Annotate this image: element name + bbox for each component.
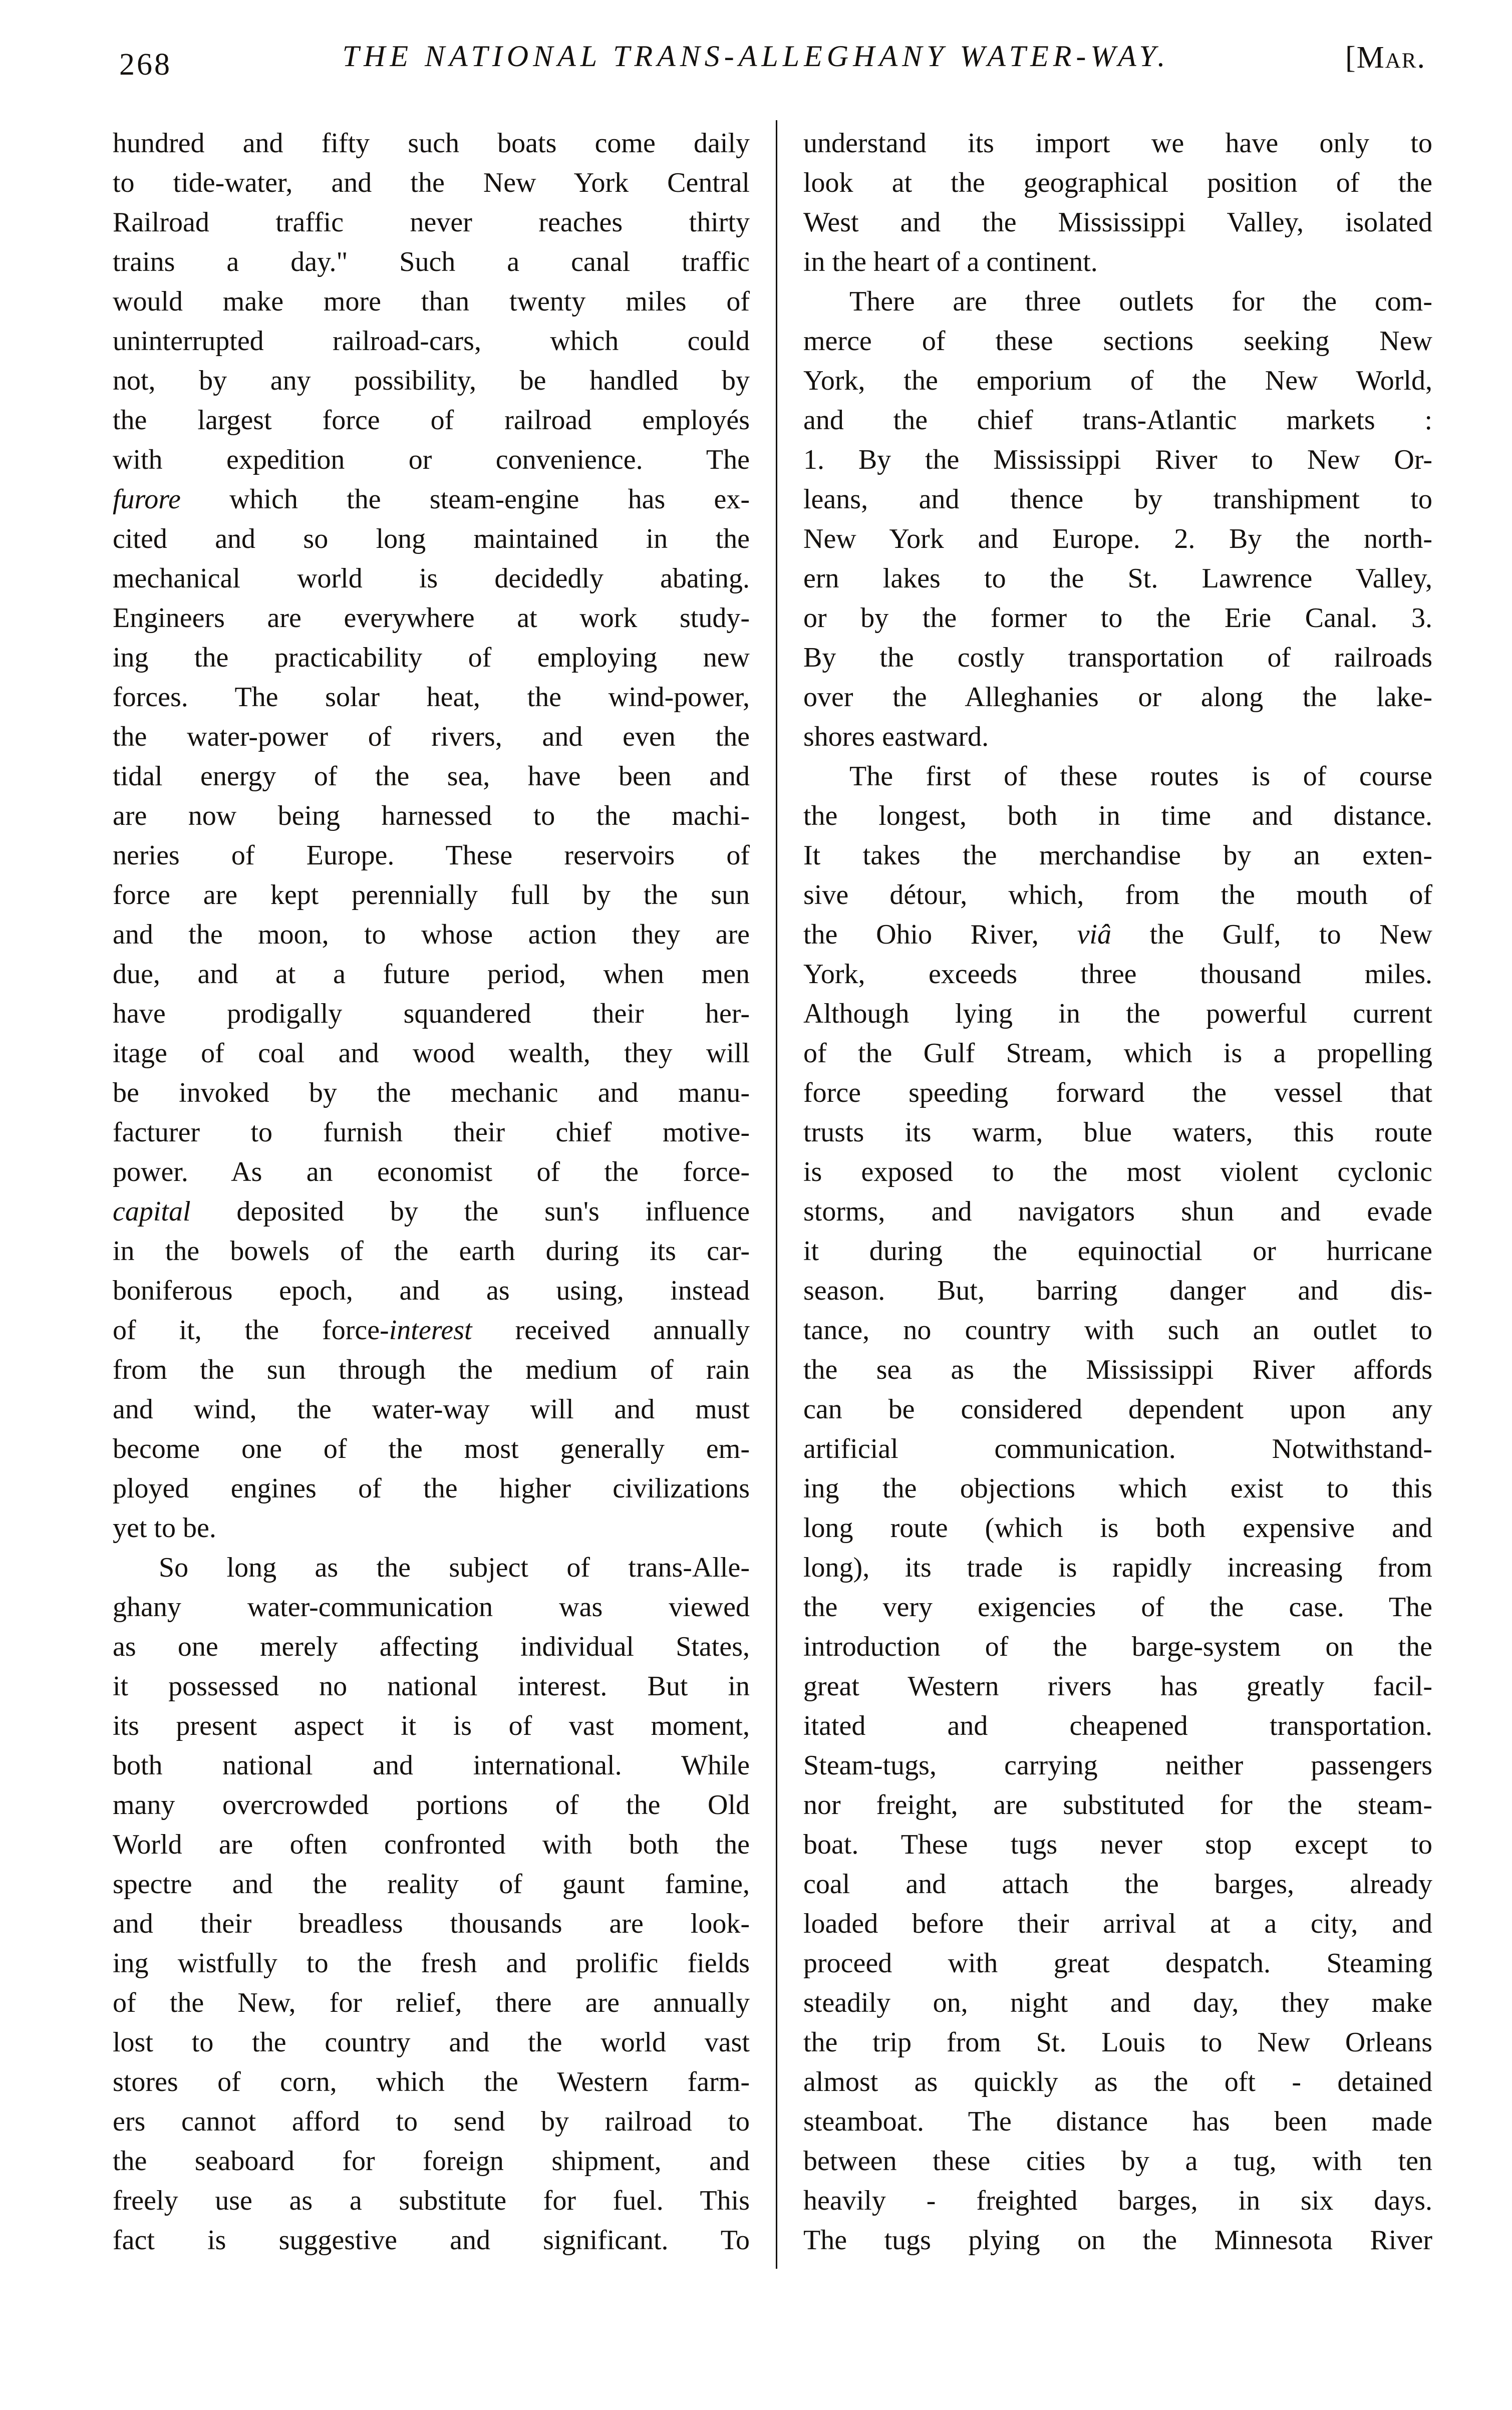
text-line: York, exceeds three thousand miles. — [803, 959, 1432, 990]
text-line: mechanical world is decidedly abating. — [113, 563, 750, 594]
text-line: There are three outlets for the com- — [849, 286, 1432, 317]
text-line: shores eastward. — [803, 721, 989, 752]
text-line: York, the emporium of the New World, — [803, 365, 1432, 396]
text-line: tance, no country with such an outlet to — [803, 1315, 1432, 1346]
text-line: fact is suggestive and significant. To — [113, 2225, 750, 2256]
text-line: coal and attach the barges, already — [803, 1869, 1432, 1900]
text-line: spectre and the reality of gaunt famine, — [113, 1869, 750, 1900]
text-line: World are often confronted with both the — [113, 1829, 750, 1860]
text-line: force speeding forward the vessel that — [803, 1077, 1432, 1108]
text-line: due, and at a future period, when men — [113, 959, 750, 990]
text-line: facturer to furnish their chief motive- — [113, 1117, 750, 1148]
column-divider-rule — [776, 120, 777, 2269]
text-line: tidal energy of the sea, have been and — [113, 761, 750, 792]
text-line: many overcrowded portions of the Old — [113, 1789, 750, 1821]
text-line: ghany water-communication was viewed — [113, 1592, 750, 1623]
text-line: trains a day." Such a canal traffic — [113, 246, 750, 277]
right-column — [803, 124, 1432, 2260]
text-line: the trip from St. Louis to New Orleans — [803, 2027, 1432, 2058]
text-line: the seaboard for foreign shipment, and — [113, 2146, 750, 2177]
text-line: The tugs plying on the Minnesota River — [803, 2225, 1432, 2256]
text-line: artificial communication. Notwithstand- — [803, 1433, 1432, 1464]
text-line: of the New, for relief, there are annually — [113, 1987, 750, 2018]
text-line: forces. The solar heat, the wind-power, — [113, 682, 750, 713]
text-line: So long as the subject of trans-Alle- — [159, 1552, 750, 1583]
text-line: over the Alleghanies or along the lake- — [803, 682, 1432, 713]
text-line: almost as quickly as the oft - detained — [803, 2066, 1432, 2097]
text-line: sive détour, which, from the mouth of — [803, 879, 1432, 911]
text-line: both national and international. While — [113, 1750, 750, 1781]
text-line: be invoked by the mechanic and manu- — [113, 1077, 750, 1108]
text-line: hundred and fifty such boats come daily — [113, 128, 750, 159]
text-line: season. But, barring danger and dis- — [803, 1275, 1432, 1306]
text-line: ing the objections which exist to this — [803, 1473, 1432, 1504]
text-line: freely use as a substitute for fuel. This — [113, 2185, 750, 2216]
text-line: proceed with great despatch. Steaming — [803, 1948, 1432, 1979]
text-line: to tide-water, and the New York Central — [113, 167, 750, 198]
text-line: the water-power of rivers, and even the — [113, 721, 750, 752]
text-line: trusts its warm, blue waters, this route — [803, 1117, 1432, 1148]
text-line: become one of the most generally em- — [113, 1433, 750, 1464]
text-line: are now being harnessed to the machi- — [113, 800, 750, 831]
article-title: THE NATIONAL TRANS-ALLEGHANY WATER-WAY. — [342, 40, 1170, 73]
text-line: steamboat. The distance has been made — [803, 2106, 1432, 2137]
text-line: furore which the steam-engine has ex- — [113, 484, 750, 515]
text-line: long), its trade is rapidly increasing from — [803, 1552, 1432, 1583]
text-line: itated and cheapened transportation. — [803, 1710, 1432, 1741]
text-line: the Ohio River, viâ the Gulf, to New — [803, 919, 1433, 950]
text-line: yet to be. — [113, 1513, 216, 1544]
text-line: it possessed no national interest. But in — [113, 1671, 750, 1702]
text-line: lost to the country and the world vast — [113, 2027, 750, 2058]
text-line: stores of corn, which the Western farm- — [113, 2066, 750, 2097]
text-line: It takes the merchandise by an exten- — [803, 840, 1432, 871]
text-line: neries of Europe. These reservoirs of — [113, 840, 750, 871]
text-line: ern lakes to the St. Lawrence Valley, — [803, 563, 1432, 594]
text-line: great Western rivers has greatly facil- — [803, 1671, 1432, 1702]
text-line: look at the geographical position of the — [803, 167, 1432, 198]
running-header — [0, 39, 1512, 94]
text-line: and the moon, to whose action they are — [113, 919, 750, 950]
text-line: long route (which is both expensive and — [803, 1513, 1432, 1544]
text-line: power. As an economist of the force- — [113, 1156, 750, 1187]
text-line: itage of coal and wood wealth, they will — [113, 1038, 750, 1069]
text-line: leans, and thence by transhipment to — [803, 484, 1432, 515]
text-line: uninterrupted railroad-cars, which could — [113, 326, 750, 357]
text-line: and their breadless thousands are look- — [113, 1908, 750, 1939]
text-line: the longest, both in time and distance. — [803, 800, 1432, 831]
text-line: New York and Europe. 2. By the north- — [803, 523, 1432, 554]
text-line: heavily - freighted barges, in six days. — [803, 2185, 1432, 2216]
text-line: ployed engines of the higher civilizations — [113, 1473, 750, 1504]
text-line: in the heart of a continent. — [803, 246, 1098, 277]
text-line: of it, the force-interest received annually — [113, 1315, 750, 1346]
text-line: ers cannot afford to send by railroad to — [113, 2106, 750, 2137]
text-line: West and the Mississippi Valley, isolated — [803, 207, 1432, 238]
text-line: it during the equinoctial or hurricane — [803, 1236, 1432, 1267]
text-line: nor freight, are substituted for the steam- — [803, 1789, 1432, 1821]
text-line: is exposed to the most violent cyclonic — [803, 1156, 1432, 1187]
text-line: Engineers are everywhere at work study- — [113, 602, 750, 634]
text-line: Although lying in the powerful current — [803, 998, 1432, 1029]
text-line: its present aspect it is of vast moment, — [113, 1710, 750, 1741]
text-line: can be considered dependent upon any — [803, 1394, 1432, 1425]
text-line: boniferous epoch, and as using, instead — [113, 1275, 750, 1306]
text-line: or by the former to the Erie Canal. 3. — [803, 602, 1432, 634]
text-line: would make more than twenty miles of — [113, 286, 750, 317]
text-line: 1. By the Mississippi River to New Or- — [803, 444, 1432, 475]
text-line: introduction of the barge-system on the — [803, 1631, 1432, 1662]
text-line: from the sun through the medium of rain — [113, 1354, 750, 1385]
text-line: of the Gulf Stream, which is a propelling — [803, 1038, 1432, 1069]
text-line: loaded before their arrival at a city, and — [803, 1908, 1432, 1939]
text-line: force are kept perennially full by the sun — [113, 879, 750, 911]
text-line: Steam-tugs, carrying neither passengers — [803, 1750, 1432, 1781]
text-line: in the bowels of the earth during its car- — [113, 1236, 750, 1267]
text-line: the largest force of railroad employés — [113, 405, 750, 436]
text-line: the very exigencies of the case. The — [803, 1592, 1432, 1623]
text-line: have prodigally squandered their her- — [113, 998, 750, 1029]
text-line: cited and so long maintained in the — [113, 523, 750, 554]
text-line: ing wistfully to the fresh and prolific fields — [113, 1948, 750, 1979]
text-line: Railroad traffic never reaches thirty — [113, 207, 750, 238]
text-line: as one merely affecting individual States, — [113, 1631, 750, 1662]
text-line: between these cities by a tug, with ten — [803, 2146, 1432, 2177]
text-line: understand its import we have only to — [803, 128, 1432, 159]
text-line: and wind, the water-way will and must — [113, 1394, 750, 1425]
left-column — [113, 124, 750, 2260]
text-line: and the chief trans-Atlantic markets : — [803, 405, 1432, 436]
text-line: capital deposited by the sun's influence — [113, 1196, 750, 1227]
text-line: boat. These tugs never stop except to — [803, 1829, 1432, 1860]
text-line: not, by any possibility, be handled by — [113, 365, 750, 396]
text-line: the sea as the Mississippi River affords — [803, 1354, 1432, 1385]
text-line: with expedition or convenience. The — [113, 444, 750, 475]
text-line: By the costly transportation of railroads — [803, 642, 1432, 673]
text-line: steadily on, night and day, they make — [803, 1987, 1432, 2018]
text-line: merce of these sections seeking New — [803, 326, 1432, 357]
issue-label: [Mar. — [1345, 41, 1426, 75]
text-line: The first of these routes is of course — [849, 761, 1432, 792]
text-line: ing the practicability of employing new — [113, 642, 750, 673]
text-line: storms, and navigators shun and evade — [803, 1196, 1432, 1227]
page-number: 268 — [119, 48, 172, 82]
